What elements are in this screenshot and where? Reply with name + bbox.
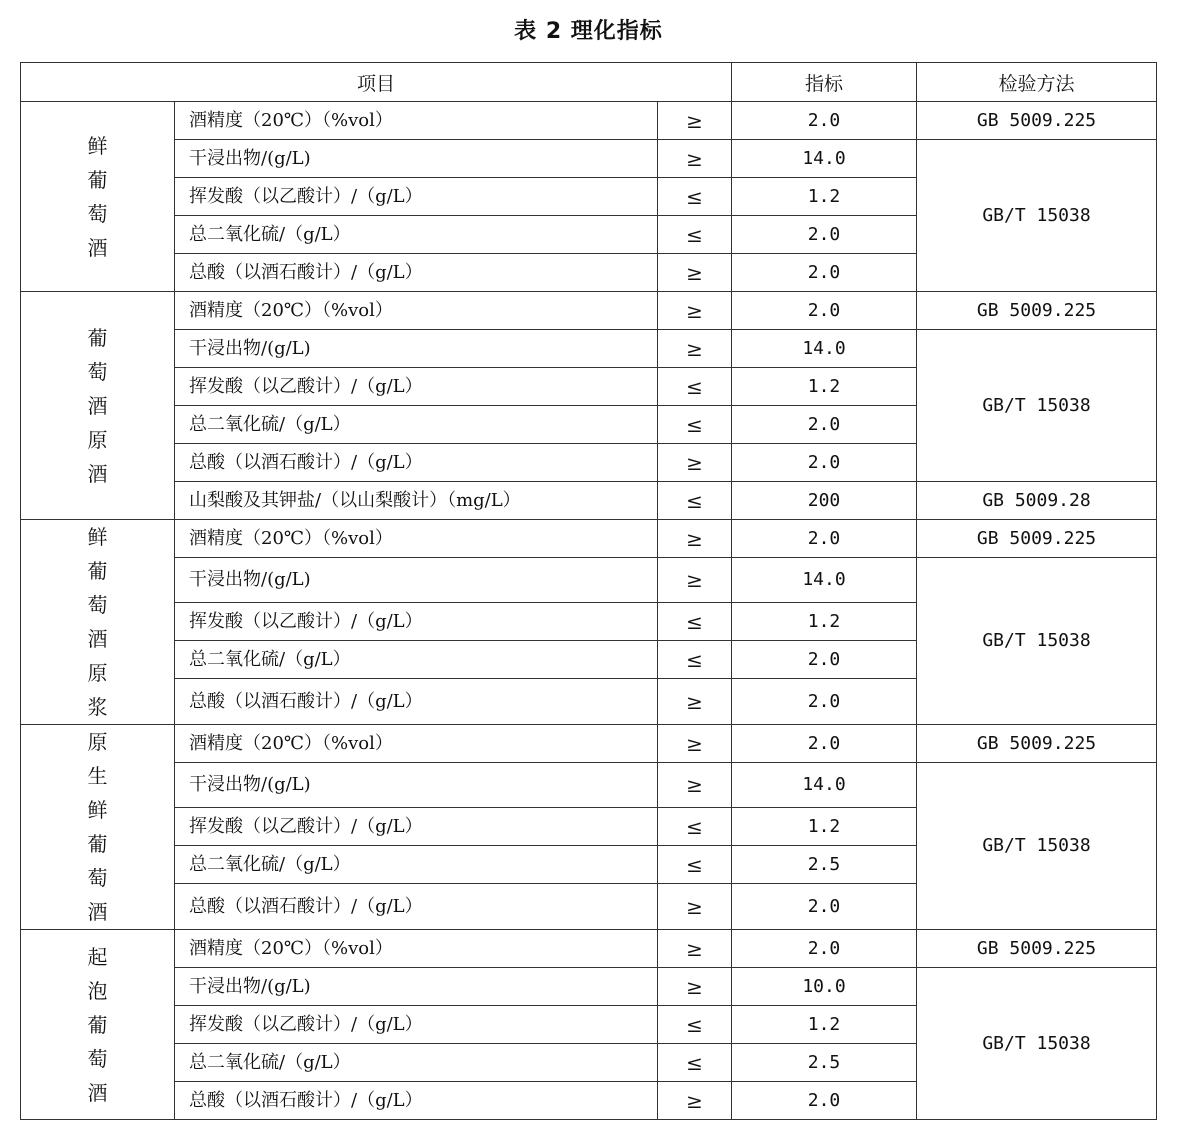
item-name: 干浸出物/(g/L) (175, 140, 658, 178)
category-char: 萄 (87, 1046, 108, 1071)
table-row (21, 482, 1157, 520)
physicochemical-table (20, 62, 1157, 1120)
category-char: 原 (87, 427, 108, 452)
indicator-value: 2.0 (732, 292, 917, 330)
comparison-operator: ≥ (658, 968, 732, 1006)
test-method: GB/T 15038 (917, 968, 1157, 1120)
indicator-value: 2.0 (732, 679, 917, 725)
header-indicator: 指标 (732, 63, 917, 102)
test-method: GB 5009.225 (917, 292, 1157, 330)
category-char: 葡 (87, 832, 108, 856)
comparison-operator: ≥ (658, 558, 732, 603)
item-name: 干浸出物/(g/L) (175, 558, 658, 603)
category-char: 原 (87, 730, 108, 754)
indicator-value: 200 (732, 482, 917, 520)
header-item: 项目 (21, 63, 732, 102)
comparison-operator: ≤ (658, 482, 732, 520)
indicator-value: 1.2 (732, 368, 917, 406)
item-name: 干浸出物/(g/L) (175, 330, 658, 368)
item-name: 酒精度（20℃）（%vol） (175, 102, 658, 140)
indicator-value: 2.0 (732, 520, 917, 558)
comparison-operator: ≥ (658, 292, 732, 330)
indicator-value: 1.2 (732, 603, 917, 641)
item-name: 挥发酸（以乙酸计）/（g/L） (175, 1006, 658, 1044)
test-method: GB 5009.225 (917, 930, 1157, 968)
table-body (21, 102, 1157, 1120)
item-name: 总二氧化硫/（g/L） (175, 216, 658, 254)
comparison-operator: ≤ (658, 406, 732, 444)
test-method: GB 5009.225 (917, 520, 1157, 558)
item-name: 总二氧化硫/（g/L） (175, 406, 658, 444)
comparison-operator: ≥ (658, 884, 732, 930)
category-char: 萄 (87, 201, 108, 226)
category-char: 生 (87, 764, 108, 788)
category-char: 葡 (87, 325, 108, 350)
indicator-value: 2.0 (732, 444, 917, 482)
category-char: 酒 (87, 235, 108, 260)
item-name: 酒精度（20℃）（%vol） (175, 292, 658, 330)
item-name: 挥发酸（以乙酸计）/（g/L） (175, 808, 658, 846)
item-name: 酒精度（20℃）（%vol） (175, 725, 658, 763)
item-name: 总二氧化硫/（g/L） (175, 641, 658, 679)
comparison-operator: ≥ (658, 520, 732, 558)
item-name: 总酸（以酒石酸计）/（g/L） (175, 444, 658, 482)
table-row (21, 330, 1157, 368)
table-row (21, 520, 1157, 558)
table-title: 表 2 理化指标 (514, 19, 663, 44)
indicator-value: 2.0 (732, 725, 917, 763)
indicator-value: 2.5 (732, 846, 917, 884)
item-name: 挥发酸（以乙酸计）/（g/L） (175, 603, 658, 641)
indicator-value: 2.0 (732, 641, 917, 679)
category-char: 萄 (87, 593, 108, 617)
category-char: 泡 (87, 978, 108, 1003)
category-char: 酒 (87, 461, 108, 486)
comparison-operator: ≤ (658, 603, 732, 641)
test-method: GB/T 15038 (917, 140, 1157, 292)
category-char: 酒 (87, 900, 108, 924)
item-name: 总二氧化硫/（g/L） (175, 1044, 658, 1082)
indicator-value: 2.0 (732, 930, 917, 968)
category-char: 酒 (87, 627, 108, 651)
indicator-value: 14.0 (732, 558, 917, 603)
category-char: 酒 (87, 1080, 108, 1105)
comparison-operator: ≥ (658, 725, 732, 763)
item-name: 总酸（以酒石酸计）/（g/L） (175, 254, 658, 292)
test-method: GB 5009.225 (917, 725, 1157, 763)
comparison-operator: ≤ (658, 641, 732, 679)
test-method: GB/T 15038 (917, 330, 1157, 482)
comparison-operator: ≥ (658, 679, 732, 725)
category-char: 鲜 (87, 133, 108, 158)
category-cell (21, 725, 175, 930)
table-row (21, 102, 1157, 140)
item-name: 干浸出物/(g/L) (175, 763, 658, 808)
comparison-operator: ≥ (658, 102, 732, 140)
comparison-operator: ≤ (658, 1044, 732, 1082)
indicator-value: 2.0 (732, 216, 917, 254)
item-name: 酒精度（20℃）（%vol） (175, 520, 658, 558)
test-method: GB/T 15038 (917, 558, 1157, 725)
item-name: 总酸（以酒石酸计）/（g/L） (175, 884, 658, 930)
comparison-operator: ≥ (658, 763, 732, 808)
category-cell (21, 930, 175, 1120)
table-row (21, 968, 1157, 1006)
comparison-operator: ≥ (658, 330, 732, 368)
header-row (21, 63, 1157, 102)
comparison-operator: ≥ (658, 930, 732, 968)
category-cell (21, 292, 175, 520)
item-name: 酒精度（20℃）（%vol） (175, 930, 658, 968)
item-name: 挥发酸（以乙酸计）/（g/L） (175, 178, 658, 216)
item-name: 总酸（以酒石酸计）/（g/L） (175, 1082, 658, 1120)
table-row (21, 930, 1157, 968)
category-char: 酒 (87, 393, 108, 418)
comparison-operator: ≤ (658, 178, 732, 216)
test-method: GB 5009.225 (917, 102, 1157, 140)
comparison-operator: ≥ (658, 444, 732, 482)
category-char: 起 (87, 944, 108, 969)
comparison-operator: ≥ (658, 254, 732, 292)
item-name: 挥发酸（以乙酸计）/（g/L） (175, 368, 658, 406)
item-name: 总酸（以酒石酸计）/（g/L） (175, 679, 658, 725)
category-char: 萄 (87, 866, 108, 890)
comparison-operator: ≤ (658, 368, 732, 406)
category-char: 葡 (87, 1012, 108, 1037)
table-row (21, 292, 1157, 330)
comparison-operator: ≤ (658, 216, 732, 254)
comparison-operator: ≥ (658, 1082, 732, 1120)
category-char: 浆 (87, 695, 108, 719)
comparison-operator: ≤ (658, 808, 732, 846)
header-method: 检验方法 (917, 63, 1157, 102)
indicator-value: 14.0 (732, 140, 917, 178)
indicator-value: 2.0 (732, 406, 917, 444)
category-char: 萄 (87, 359, 108, 384)
indicator-value: 1.2 (732, 808, 917, 846)
table-row (21, 140, 1157, 178)
comparison-operator: ≤ (658, 1006, 732, 1044)
table-row (21, 763, 1157, 808)
category-char: 葡 (87, 559, 108, 583)
comparison-operator: ≥ (658, 140, 732, 178)
category-cell (21, 520, 175, 725)
comparison-operator: ≤ (658, 846, 732, 884)
category-cell (21, 102, 175, 292)
indicator-value: 2.5 (732, 1044, 917, 1082)
item-name: 干浸出物/(g/L) (175, 968, 658, 1006)
item-name: 山梨酸及其钾盐/（以山梨酸计）（mg/L） (175, 482, 658, 520)
table-row (21, 558, 1157, 603)
indicator-value: 2.0 (732, 102, 917, 140)
indicator-value: 2.0 (732, 884, 917, 930)
indicator-value: 1.2 (732, 1006, 917, 1044)
indicator-value: 1.2 (732, 178, 917, 216)
category-char: 鲜 (87, 798, 108, 822)
indicator-value: 10.0 (732, 968, 917, 1006)
category-char: 原 (87, 661, 108, 685)
indicator-value: 14.0 (732, 763, 917, 808)
category-char: 葡 (87, 167, 108, 192)
indicator-value: 2.0 (732, 1082, 917, 1120)
indicator-value: 14.0 (732, 330, 917, 368)
test-method: GB/T 15038 (917, 763, 1157, 930)
category-char: 鲜 (87, 525, 108, 549)
indicator-value: 2.0 (732, 254, 917, 292)
table-row (21, 725, 1157, 763)
item-name: 总二氧化硫/（g/L） (175, 846, 658, 884)
test-method: GB 5009.28 (917, 482, 1157, 520)
